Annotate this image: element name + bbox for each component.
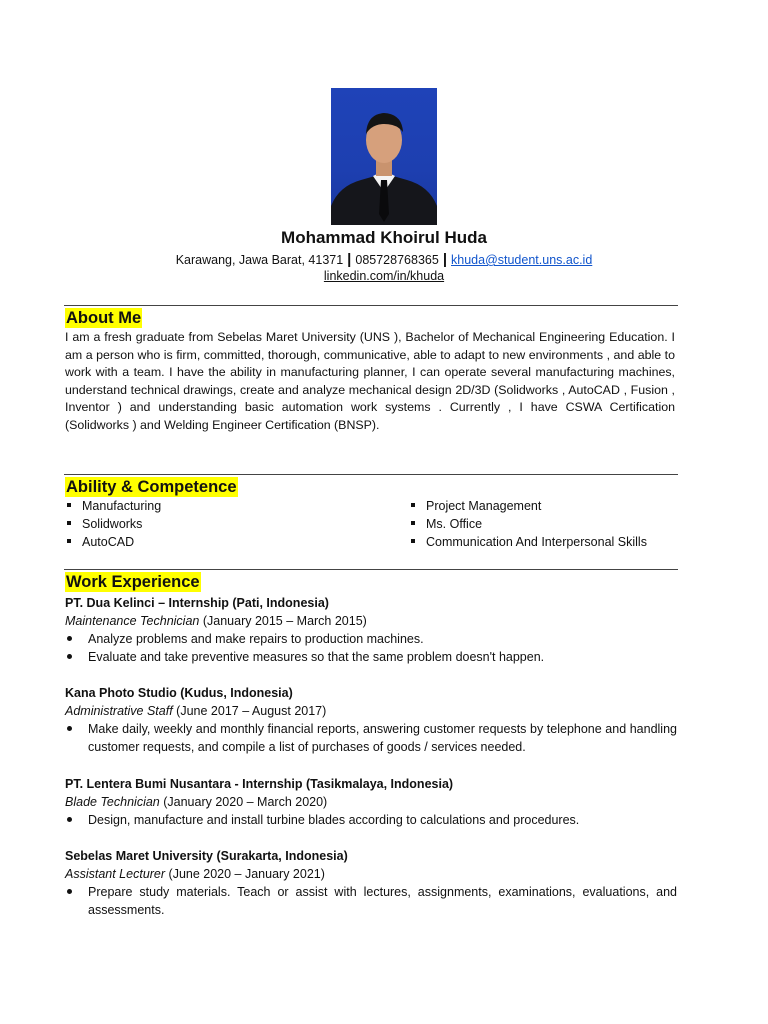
linkedin-link[interactable]: linkedin.com/in/khuda	[323, 269, 445, 283]
job-period: (January 2015 – March 2015)	[202, 614, 367, 628]
job-role: Administrative Staff	[65, 704, 173, 718]
job-period: (June 2017 – August 2017)	[176, 704, 327, 718]
job-company: PT. Dua Kelinci – Internship (Pati, Indonesia)	[65, 596, 329, 610]
section-divider	[64, 569, 678, 570]
profile-photo	[331, 88, 437, 225]
separator: |	[347, 251, 352, 268]
separator: |	[442, 251, 448, 268]
section-divider	[64, 474, 678, 475]
job-entry	[65, 594, 677, 666]
skill-item: AutoCAD	[65, 533, 161, 551]
job-company: Sebelas Maret University (Surakarta, Indonesia)	[65, 849, 348, 863]
job-role: Assistant Lecturer	[65, 867, 166, 881]
skill-item: Ms. Office	[409, 515, 647, 533]
job-duty: Evaluate and take preventive measures so that the same problem doesn't happen.	[65, 648, 677, 666]
job-period: (June 2020 – January 2021)	[168, 867, 325, 881]
skill-item: Project Management	[409, 497, 647, 515]
skill-item: Manufacturing	[65, 497, 161, 515]
linkedin-line	[0, 269, 768, 283]
ability-heading: Ability & Competence	[66, 478, 237, 496]
candidate-name: Mohammad Khoirul Huda	[281, 228, 487, 247]
skill-item: Communication And Interpersonal Skills	[409, 533, 647, 551]
job-duties	[65, 630, 677, 666]
about-heading: About Me	[66, 309, 142, 327]
job-entry	[65, 847, 677, 919]
job-duty: Analyze problems and make repairs to production machines.	[65, 630, 677, 648]
location-text: Karawang, Jawa Barat, 41371	[175, 253, 344, 267]
job-company: PT. Lentera Bumi Nusantara - Internship (Tasikmalaya, Indonesia)	[65, 777, 454, 791]
skill-item: Solidworks	[65, 515, 161, 533]
job-duties	[65, 720, 677, 756]
job-duties	[65, 883, 677, 919]
section-divider	[64, 305, 678, 306]
skills-column-left	[65, 497, 161, 551]
work-heading: Work Experience	[66, 573, 200, 591]
about-text: I am a fresh graduate from Sebelas Maret University (UNS ), Bachelor of Mechanical Engineering Education. I am a person who is firm, committed, thorough, communicative, able to adapt to new environments , and able to work with a team. I have the ability in manufacturing planner, I can operate several manufacturing machines, understand technical drawings, create and analyze mechanical design 2D/3D (Solidworks , AutoCAD , Fusion , Inventor ) and understanding basic automation work systems . Currently , I have CSWA Certification (Solidworks ) and Welding Engineer Certification (BNSP).	[65, 330, 675, 432]
job-role: Blade Technician	[65, 795, 160, 809]
job-role-line	[65, 612, 677, 630]
job-entry	[65, 775, 677, 829]
job-period: (January 2020 – March 2020)	[163, 795, 328, 809]
job-role-line	[65, 793, 677, 811]
phone-text: 085728768365	[355, 253, 439, 267]
job-company: Kana Photo Studio (Kudus, Indonesia)	[65, 686, 293, 700]
job-entry	[65, 684, 677, 756]
email-link[interactable]: khuda@student.uns.ac.id	[451, 253, 593, 267]
person-portrait-icon	[331, 88, 437, 225]
job-duty: Design, manufacture and install turbine blades according to calculations and procedures.	[65, 811, 677, 829]
job-duties	[65, 811, 677, 829]
job-duty: Prepare study materials. Teach or assist with lectures, assignments, examinations, evaluations, and assessments.	[65, 883, 677, 919]
job-duty: Make daily, weekly and monthly financial reports, answering customer requests by telephone and handling customer requests, and compile a list of purchases of goods / services needed.	[65, 720, 677, 756]
skills-column-right	[409, 497, 647, 551]
job-role-line	[65, 702, 677, 720]
contact-line	[0, 251, 768, 268]
job-role-line	[65, 865, 677, 883]
job-role: Maintenance Technician	[65, 614, 200, 628]
